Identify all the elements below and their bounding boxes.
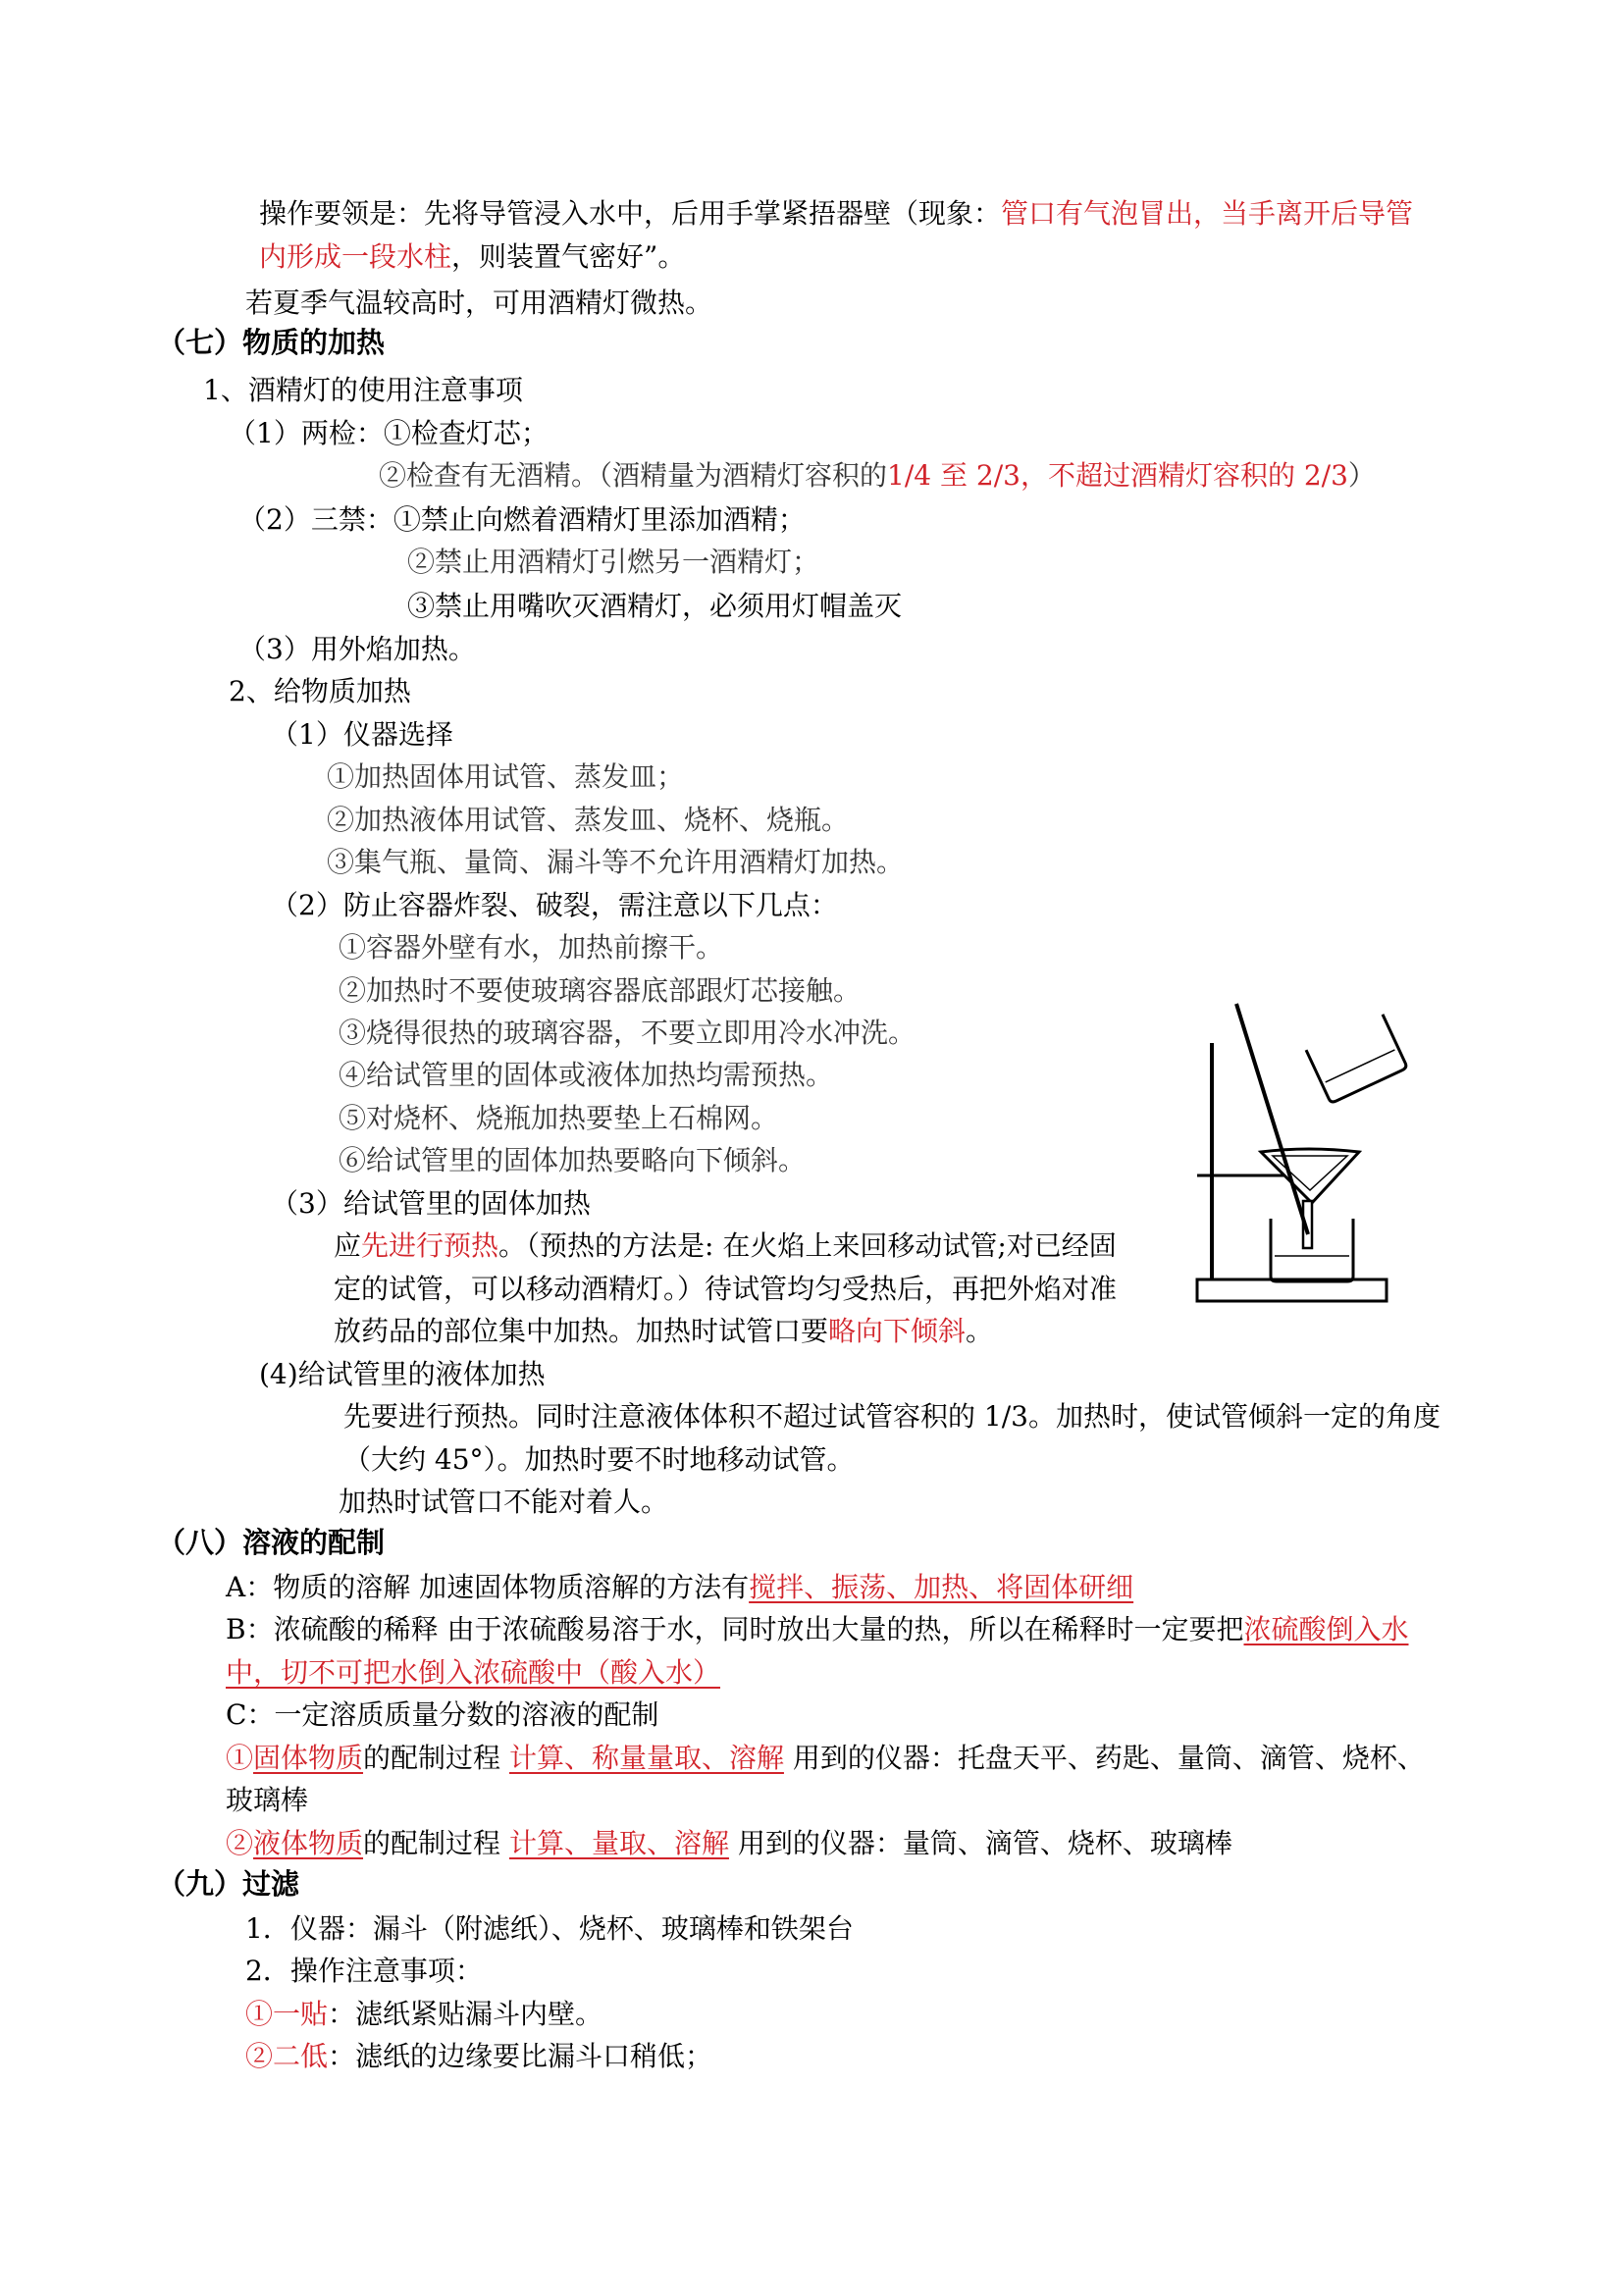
s7-q4-b: （大约 45°）。加热时要不时地移动试管。 xyxy=(343,1443,855,1476)
s7-solid-heating: （3）给试管里的固体加热 xyxy=(271,1187,591,1220)
section-9-heading: （九）过滤 xyxy=(157,1867,300,1901)
s7-prevent-crack: （2）防止容器炸裂、破裂，需注意以下几点： xyxy=(271,889,838,921)
s8-b: B：浓硫酸的稀释 由于浓硫酸易溶于水，同时放出大量的热，所以在稀释时一定要把浓硫酸倒入水 xyxy=(226,1613,1409,1645)
s7-outer-flame: （3）用外焰加热。 xyxy=(238,633,476,665)
s7-q2-c: ③烧得很热的玻璃容器，不要立即用冷水冲洗。 xyxy=(339,1017,916,1049)
s7-q1-c: ③集气瓶、量筒、漏斗等不允许用酒精灯加热。 xyxy=(327,846,905,878)
section-7-heading: （七）物质的加热 xyxy=(157,326,386,359)
s7-q2-e: ⑤对烧杯、烧瓶加热要垫上石棉网。 xyxy=(339,1102,779,1134)
s7-three-bans-c: ③禁止用嘴吹灭酒精灯，必须用灯帽盖灭 xyxy=(407,590,903,622)
filtration-apparatus-illustration xyxy=(1192,989,1428,1325)
s8-c1: ①固体物质的配制过程 计算、称量量取、溶解 用到的仪器：托盘天平、药匙、量筒、滴管、烧杯、 xyxy=(226,1742,1425,1774)
s7-q3-b: 定的试管，可以移动酒精灯。）待试管均匀受热后，再把外焰对准 xyxy=(334,1273,1118,1305)
s9-instruments: 1．仪器：漏斗（附滤纸）、烧杯、玻璃棒和铁架台 xyxy=(245,1912,854,1945)
s9-two-low: ②二低：滤纸的边缘要比漏斗口稍低； xyxy=(245,2040,713,2072)
s8-c2: ②液体物质的配制过程 计算、量取、溶解 用到的仪器：量筒、滴管、烧杯、玻璃棒 xyxy=(226,1827,1232,1859)
section-8-heading: （八）溶液的配制 xyxy=(157,1526,386,1559)
s7-q2-d: ④给试管里的固体或液体加热均需预热。 xyxy=(339,1059,834,1091)
glass-rod xyxy=(1236,1004,1308,1234)
airtight-line-1: 操作要领是：先将导管浸入水中，后用手掌紧捂器壁（现象：管口有气泡冒出，当手离开后导管 xyxy=(259,197,1414,230)
s7-two-checks: （1）两检：①检查灯芯； xyxy=(229,417,549,449)
s7-instrument-choice: （1）仪器选择 xyxy=(271,718,453,751)
pouring-beaker xyxy=(1306,1015,1407,1104)
s7-three-bans: （2）三禁：①禁止向燃着酒精灯里添加酒精； xyxy=(238,503,806,536)
s7-item-1: 1、酒精灯的使用注意事项 xyxy=(203,374,523,406)
s8-b-cont: 中，切不可把水倒入浓硫酸中（酸入水） xyxy=(226,1656,721,1689)
airtight-line-2: 内形成一段水柱，则装置气密好”。 xyxy=(259,240,686,273)
s7-q3-a: 应先进行预热。（预热的方法是: 在火焰上来回移动试管;对已经固 xyxy=(334,1229,1117,1262)
s7-two-checks-b: ②检查有无酒精。（酒精量为酒精灯容积的1/4 至 2/3，不超过酒精灯容积的 2/3） xyxy=(379,459,1376,492)
airtight-line-3: 若夏季气温较高时，可用酒精灯微热。 xyxy=(245,287,713,319)
s7-q2-f: ⑥给试管里的固体加热要略向下倾斜。 xyxy=(339,1144,807,1176)
s7-liquid-heating: (4)给试管里的液体加热 xyxy=(259,1358,546,1390)
s7-q2-a: ①容器外壁有水，加热前擦干。 xyxy=(339,931,724,964)
s7-item-2: 2、给物质加热 xyxy=(229,675,411,707)
s7-three-bans-b: ②禁止用酒精灯引燃另一酒精灯； xyxy=(407,546,820,578)
s9-notes: 2．操作注意事项： xyxy=(245,1955,483,1987)
s7-q4-c: 加热时试管口不能对着人。 xyxy=(339,1486,669,1518)
s7-q4-a: 先要进行预热。同时注意液体体积不超过试管容积的 1/3。加热时，使试管倾斜一定的角度 xyxy=(343,1400,1440,1433)
s7-q1-b: ②加热液体用试管、蒸发皿、烧杯、烧瓶。 xyxy=(327,804,850,836)
s8-c: C：一定溶质质量分数的溶液的配制 xyxy=(226,1698,659,1731)
s8-a: A：物质的溶解 加速固体物质溶解的方法有搅拌、振荡、加热、将固体研细 xyxy=(226,1571,1134,1603)
s9-one-stick: ①一贴：滤纸紧贴漏斗内壁。 xyxy=(245,1998,603,2030)
s8-c1-cont: 玻璃棒 xyxy=(226,1784,309,1816)
s7-q2-b: ②加热时不要使玻璃容器底部跟灯芯接触。 xyxy=(339,974,862,1007)
s7-q3-c: 放药品的部位集中加热。加热时试管口要略向下倾斜。 xyxy=(334,1315,994,1347)
s7-q1-a: ①加热固体用试管、蒸发皿； xyxy=(327,760,685,793)
